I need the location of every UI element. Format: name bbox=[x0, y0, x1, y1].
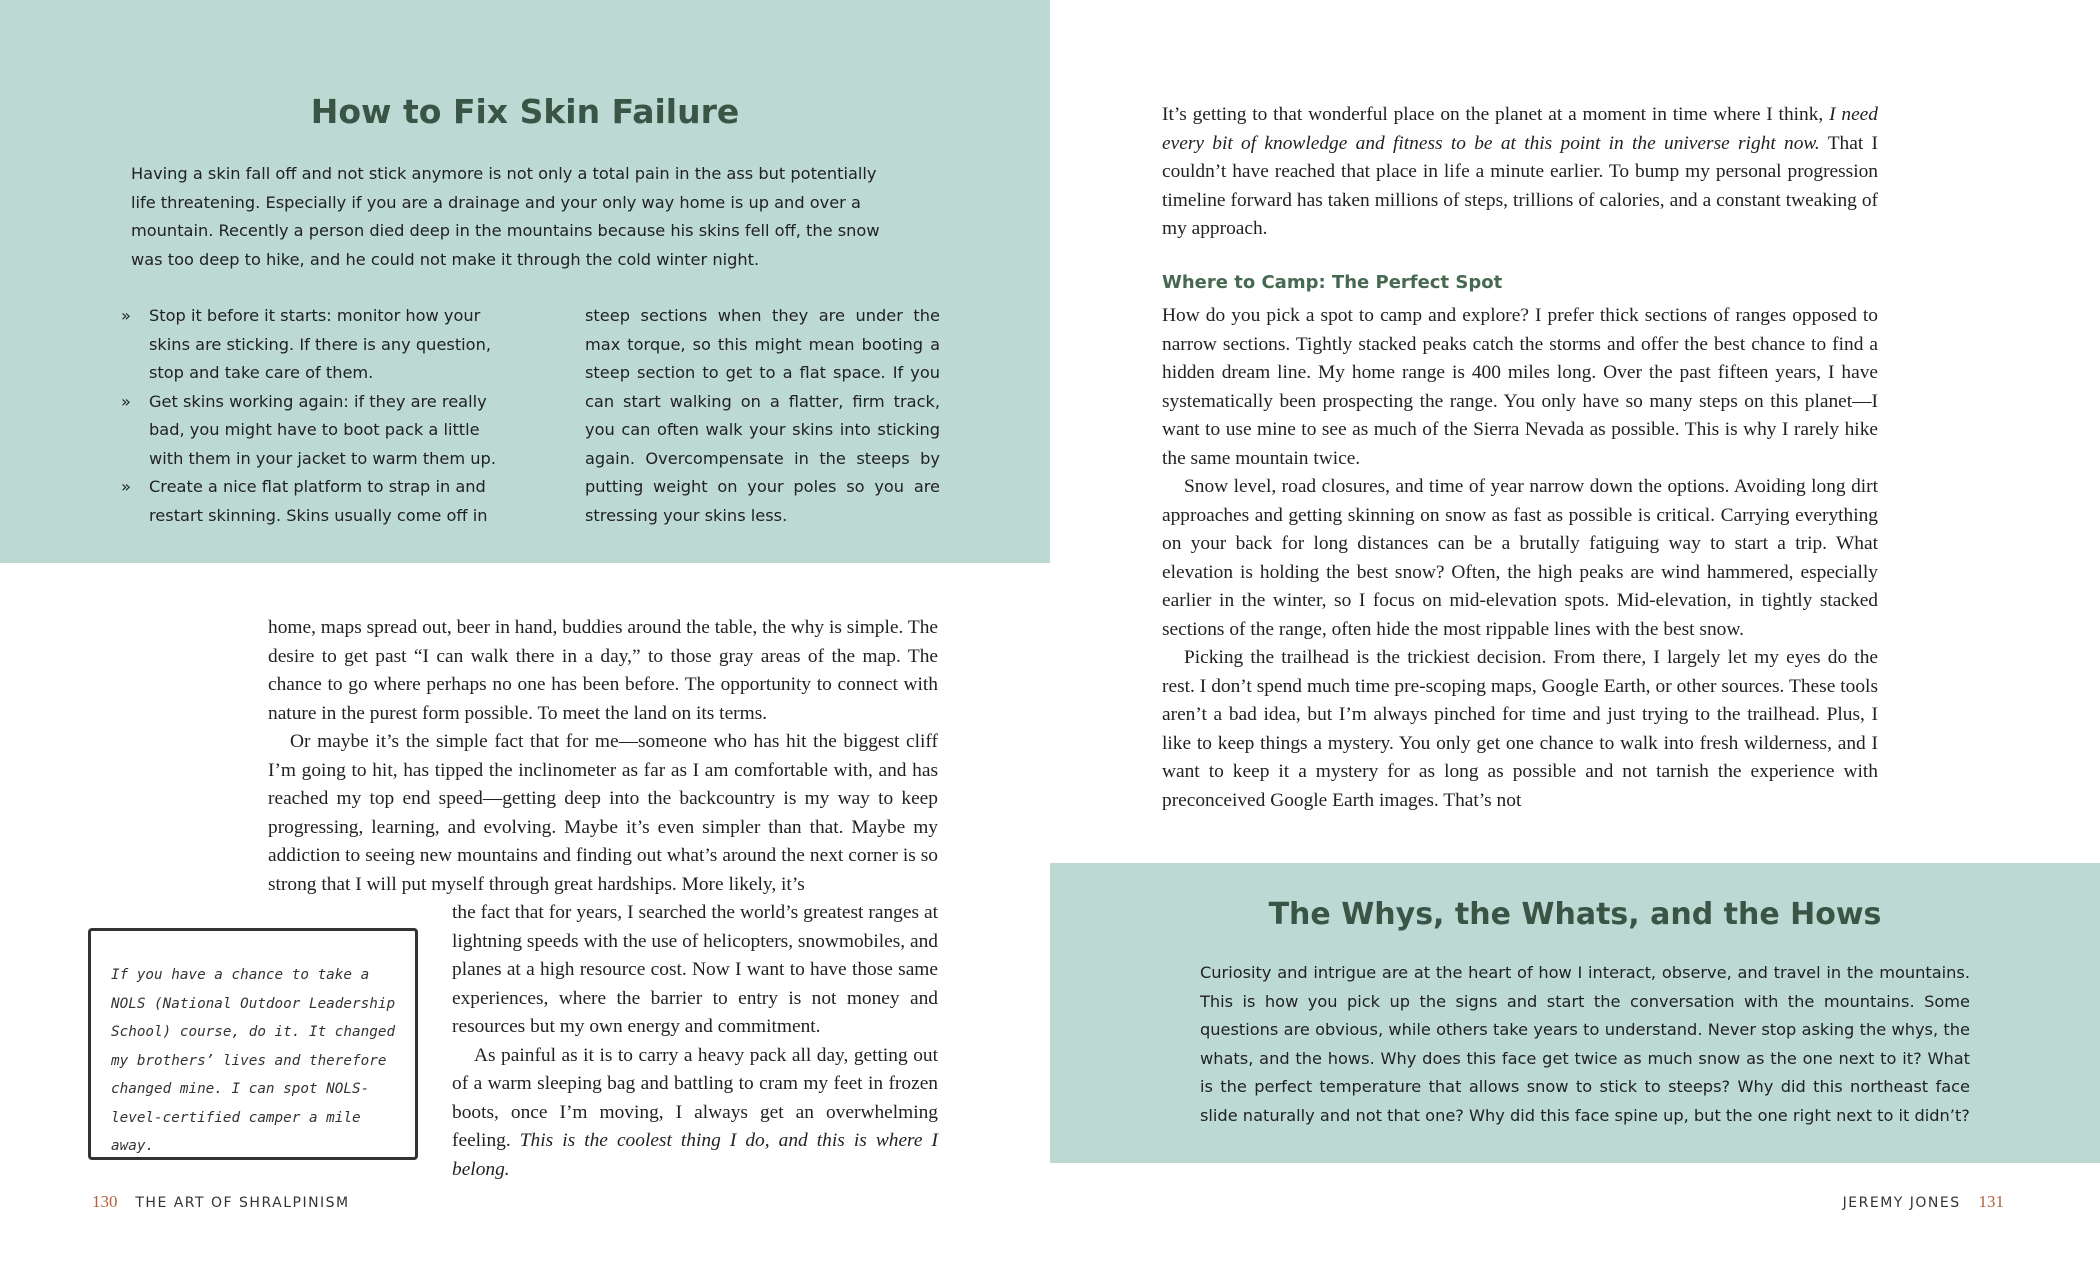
body-paragraph: home, maps spread out, beer in hand, buddies around the table, the why is simple. The desire to get past “I can walk there in a day,” to those gray areas of the map. The chance to go where perhaps no one has been before. The opportunity to connect with nature in the purest form possible. To meet the land on its terms. bbox=[268, 617, 938, 724]
page-number: 131 bbox=[1978, 1192, 2004, 1211]
body-paragraph: How do you pick a spot to camp and explore? I prefer thick sections of ranges opposed to narrow sections. Tightly stacked peaks catch the storms and offer the best chance to find a hidden dream line. My home range is 400 miles long. Over the past fifteen years, I have systematically been prospecting the range. You only have so many steps on this planet—I want to use mine to see as much of the Sierra Nevada as possible. This is why I rarely hike the same mountain twice. bbox=[1162, 305, 1878, 469]
note-text: If you have a chance to take a NOLS (National Outdoor Leadership School) course, do it. It changed my brothers’ lives and therefore changed mine. I can spot NOLS-level-certified camper a mile away. bbox=[111, 967, 396, 1154]
bullet-mark: » bbox=[121, 391, 131, 411]
handwritten-note-card bbox=[88, 928, 418, 1160]
right-intro-paragraph: It’s getting to that wonderful place on the planet at a moment in time where I think, I need every bit of knowledge and fitness to be at this point in the universe right now. That I couldn’t have reached that place in life a minute earlier. To bump my personal progression timeline forward has taken millions of steps, trillions of calories, and a constant tweaking of my approach. bbox=[1162, 104, 1878, 239]
right-footer bbox=[1843, 1192, 2004, 1212]
list-item: » Create a nice flat platform to strap in and restart skinning. Skins usually come off in bbox=[131, 473, 501, 530]
tip-continued-column: steep sections when they are under the max torque, so this might mean booting a steep section to get to a flat space. If you can start walking on a flatter, firm track, you can often walk your skins into sticking again. Overcompensate in the steeps by putting weight on your poles so you are stressing your skins less. bbox=[585, 306, 940, 525]
section-heading: Where to Camp: The Perfect Spot bbox=[1162, 272, 1503, 293]
left-body-column bbox=[268, 614, 938, 899]
list-item: » Get skins working again: if they are really bad, you might have to boot pack a little with them in your jacket to warm them up. bbox=[131, 388, 501, 474]
list-item: » Stop it before it starts: monitor how your skins are sticking. If there is any question, stop and take care of them. bbox=[131, 302, 501, 388]
sidebar-title: The Whys, the Whats, and the Hows bbox=[1268, 897, 1882, 932]
page-number: 130 bbox=[92, 1192, 118, 1211]
italic-phrase: I need every bit of knowledge and fitness to be at this point in the universe right now. bbox=[1162, 104, 1878, 154]
body-paragraph: the fact that for years, I searched the world’s greatest ranges at lightning speeds with the use of helicopters, snowmobiles, and planes at a high resource cost. Now I want to have those same experiences, where the barrier to entry is not money and resources but my own energy and commitment. bbox=[452, 902, 938, 1037]
body-paragraph: Or maybe it’s the simple fact that for me—someone who has hit the biggest cliff I’m going to hit, has tipped the inclinometer as far as I am comfortable with, and has reached my top end speed—getting deep into the backcountry is my way to keep progressing, learning, and evolving. Maybe it’s even simpler than that. Maybe my addiction to seeing new mountains and finding out what’s around the next corner is so strong that I will put myself through great hardships. More likely, it’s bbox=[268, 731, 938, 895]
running-head: THE ART OF SHRALPINISM bbox=[135, 1195, 350, 1211]
running-head: JEREMY JONES bbox=[1842, 1195, 1961, 1211]
bullet-mark: » bbox=[121, 477, 131, 496]
body-paragraph: Picking the trailhead is the trickiest decision. From there, I largely let my eyes do the rest. I don’t spend much time pre-scoping maps, Google Earth, or other sources. These tools aren’t a bad idea, but I’m always pinched for time and just trying to the trailhead. Plus, I like to keep things a mystery. You only get one chance to walk into fresh wilderness, and I want to keep it a mystery for as long as possible and not tarnish the experience with preconceived Google Earth images. That’s not bbox=[1162, 647, 1878, 811]
section-body bbox=[1162, 302, 1878, 815]
sidebar-body: Curiosity and intrigue are at the heart of how I interact, observe, and travel in the mountains. This is how you pick up the signs and start the conversation with the mountains. Some questions are obvious, while others take years to understand. Never stop asking the whys, the whats, and the hows. Why does this face get twice as much snow as the one next to it? What is the perfect temperature that allows snow to stick to steeps? Why did this northeast face slide naturally and not that one? Why did this face spine up, but the one right next to it didn’t? bbox=[1200, 963, 1970, 1125]
body-paragraph: As painful as it is to carry a heavy pack all day, getting out of a warm sleeping bag and battling to cram my feet in frozen boots, once I’m moving, I always get an overwhelming feeling. This is the coolest thing I do, and this is where I belong. bbox=[452, 1044, 938, 1180]
right-page bbox=[1050, 0, 2100, 1275]
sidebar-box-whys bbox=[1050, 863, 2100, 1163]
sidebar-intro: Having a skin fall off and not stick anymore is not only a total pain in the ass but potentially life threatening. Especially if you are a drainage and your only way home is up and over a mountain. Recently a person died deep in the mountains because his skins fell off, the snow was too deep to hike, and he could not make it through the cold winter night. bbox=[131, 164, 880, 269]
tip-list bbox=[121, 302, 501, 530]
left-body-wrap-column bbox=[452, 899, 938, 1184]
body-paragraph: Snow level, road closures, and time of year narrow down the options. Avoiding long dirt approaches and getting skinning on snow as fast as possible is critical. Carrying everything on your back for long distances can be a brutally fatiguing way to start a trip. What elevation is holding the best snow? Often, the high peaks are wind hammered, especially earlier in the winter, so I focus on mid-elevation spots. Mid-elevation, in tightly stacked sections of the range, often hide the most rippable lines with the best snow. bbox=[1162, 476, 1878, 640]
italic-phrase: This is the coolest thing I do, and this is where I belong. bbox=[452, 1130, 938, 1180]
left-footer bbox=[92, 1192, 350, 1212]
bullet-mark: » bbox=[121, 306, 131, 325]
sidebar-title: How to Fix Skin Failure bbox=[310, 92, 740, 131]
sidebar-box-skin-failure bbox=[0, 0, 1050, 563]
